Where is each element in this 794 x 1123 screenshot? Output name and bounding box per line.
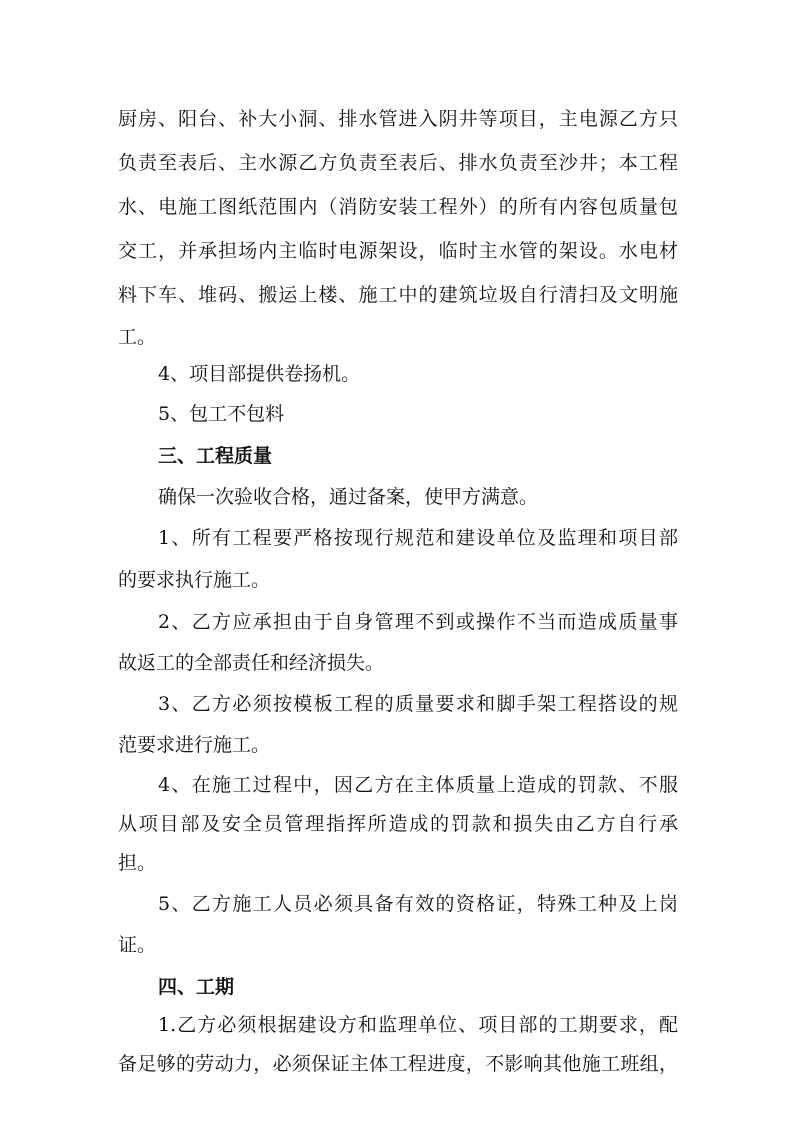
body-line: 5、乙方施工人员必须具备有效的资格证，特殊工种及上岗 <box>158 893 678 915</box>
body-line: 确保一次验收合格，通过备案，使甲方满意。 <box>158 486 539 508</box>
body-line: 交工，并承担场内主临时电源架设，临时主水管的架设。水电材 <box>118 240 678 262</box>
body-line: 1.乙方必须根据建设方和监理单位、项目部的工期要求，配 <box>158 1014 678 1036</box>
body-line: 料下车、堆码、搬运上楼、施工中的建筑垃圾自行清扫及文明施 <box>118 284 678 306</box>
body-line: 证。 <box>118 934 157 956</box>
body-line: 从项目部及安全员管理指挥所造成的罚款和损失由乙方自行承 <box>118 813 678 835</box>
section-heading: 三、工程质量 <box>158 445 273 467</box>
body-line: 4、项目部提供卷扬机。 <box>158 363 361 385</box>
body-line: 3、乙方必须按模板工程的质量要求和脚手架工程搭设的规 <box>158 693 678 715</box>
body-line: 担。 <box>118 852 157 874</box>
body-line: 工。 <box>118 326 157 348</box>
body-line: 负责至表后、主水源乙方负责至表后、排水负责至沙井；本工程 <box>118 152 678 174</box>
body-line: 的要求执行施工。 <box>118 569 271 591</box>
body-line: 1、所有工程要严格按现行规范和建设单位及监理和项目部 <box>158 527 678 549</box>
body-line: 备足够的劳动力，必须保证主体工程进度，不影响其他施工班组， <box>118 1053 678 1075</box>
body-line: 水、电施工图纸范围内（消防安装工程外）的所有内容包质量包 <box>118 196 678 218</box>
body-line: 4、在施工过程中，因乙方在主体质量上造成的罚款、不服 <box>158 774 678 796</box>
body-line: 2、乙方应承担由于自身管理不到或操作不当而造成质量事 <box>158 611 678 633</box>
body-line: 故返工的全部责任和经济损失。 <box>118 652 385 674</box>
body-line: 5、包工不包料 <box>158 403 285 425</box>
body-line: 范要求进行施工。 <box>118 734 271 756</box>
section-heading: 四、工期 <box>158 976 235 998</box>
body-line: 厨房、阳台、补大小洞、排水管进入阴井等项目，主电源乙方只 <box>118 108 678 130</box>
